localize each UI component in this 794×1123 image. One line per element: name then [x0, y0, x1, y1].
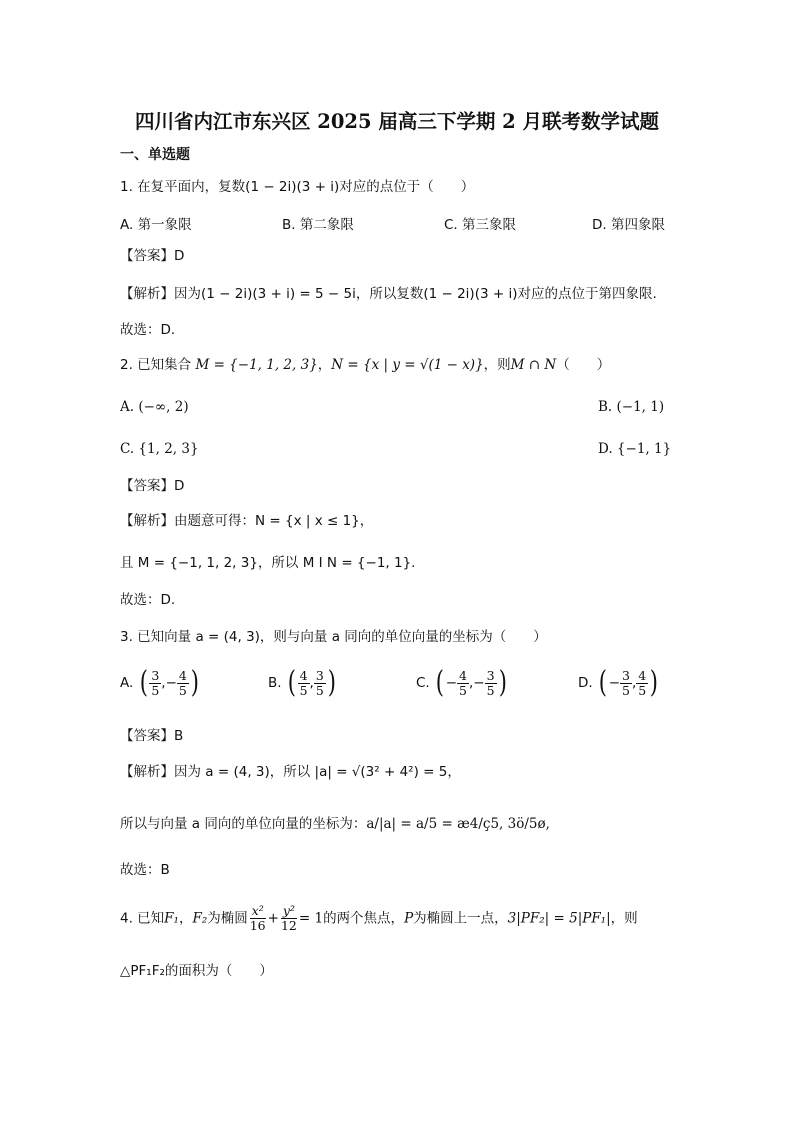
- q2-analysis-2: 且 M = {−1, 1, 2, 3}，所以 M I N = {−1, 1}.: [120, 555, 416, 571]
- q3-option-a-frac1: $\frac{3}{5}$: [151, 667, 160, 698]
- q4-stem-part-d: 为椭圆上一点，: [413, 910, 508, 927]
- q2-answer: 【答案】D: [120, 478, 185, 494]
- q3-option-b: B. ( $\frac{4}{5}$ , $\frac{3}{5}$ ): [268, 665, 336, 700]
- q1-option-c: C. 第三象限: [444, 217, 517, 233]
- q3-option-d-frac1: $\frac{3}{5}$: [622, 667, 630, 698]
- q3-option-c-frac1: $\frac{4}{5}$: [459, 667, 467, 698]
- q3-option-a-sign2: −: [165, 675, 177, 691]
- q4-stem-line-2: △PF₁F₂的面积为（ ）: [120, 963, 273, 979]
- q1-answer: 【答案】D: [120, 248, 185, 264]
- q1-conclusion: 故选：D.: [120, 322, 176, 338]
- q3-option-b-frac1: $\frac{4}{5}$: [299, 667, 308, 698]
- q4-ellipse-frac-y: $\frac{\text{y²}}{12}$: [280, 903, 297, 933]
- q2-set-m: M = {−1, 1, 2, 3}: [195, 357, 318, 373]
- q2-separator: ，: [317, 357, 332, 373]
- q4-stem-part-b: 为椭圆: [207, 910, 248, 927]
- q2-stem-part-a: 2. 已知集合: [120, 357, 192, 373]
- q3-option-b-frac2: $\frac{3}{5}$: [315, 667, 324, 698]
- question-4-stem: [120, 904, 638, 933]
- question-1-stem: 1. 在复平面内，复数(1 − 2i)(3 + i)对应的点位于（ ）: [120, 179, 475, 195]
- q4-point-p: P: [404, 910, 414, 927]
- q2-option-b: B. (−1, 1): [598, 399, 665, 415]
- q1-analysis: 【解析】因为(1 − 2i)(3 + i) = 5 − 5i，所以复数(1 − 2i)(3 + i)对应的点位于第四象限.: [120, 286, 657, 302]
- q4-ellipse-frac-x: $\frac{\text{x²}}{16}$: [249, 903, 266, 933]
- q3-option-c-label: C.: [416, 675, 430, 691]
- q2-stem-part-c: （ ）: [556, 357, 611, 373]
- question-3-stem: 3. 已知向量 a = (4, 3)，则与向量 a 同向的单位向量的坐标为（ ）: [120, 629, 547, 645]
- q3-option-d: D. ( − $\frac{3}{5}$ , $\frac{4}{5}$ ): [578, 665, 659, 700]
- q3-answer: 【答案】B: [120, 728, 184, 744]
- q2-option-c: C. {1, 2, 3}: [120, 441, 199, 457]
- q3-analysis-2-prefix: 所以与向量 a 同向的单位向量的坐标为：: [120, 816, 367, 832]
- q3-option-c-sign1: −: [445, 675, 458, 691]
- q4-f1: F₁: [164, 910, 179, 927]
- q1-option-a: A. 第一象限: [120, 217, 192, 233]
- q2-analysis: 【解析】由题意可得：N = {x | x ≤ 1}，: [120, 513, 374, 529]
- q3-conclusion: 故选：B: [120, 862, 170, 878]
- section-heading: 一、单选题: [120, 147, 190, 163]
- q1-option-b: B. 第二象限: [282, 217, 354, 233]
- q2-option-d: D. {−1, 1}: [598, 441, 672, 457]
- page-title: 四川省内江市东兴区 2025 届高三下学期 2 月联考数学试题: [135, 110, 659, 133]
- q3-analysis: 【解析】因为 a = (4, 3)，所以 |a| = √(3² + 4²) = 5，: [120, 764, 461, 780]
- q3-analysis-2-expr: a/|a| = a/5 = æ4/ç5, 3ö/5ø,: [366, 816, 550, 832]
- q3-option-c-sign2: −: [473, 675, 485, 691]
- q3-option-d-frac2: $\frac{4}{5}$: [638, 667, 647, 698]
- q2-conclusion: 故选：D.: [120, 592, 176, 608]
- q2-intersection: M ∩ N: [510, 357, 557, 373]
- q4-comma: ，: [178, 910, 193, 927]
- q3-option-c-frac2: $\frac{3}{5}$: [486, 667, 495, 698]
- q4-stem-part-c: 的两个焦点，: [323, 910, 405, 927]
- q3-option-a-frac2: $\frac{4}{5}$: [178, 667, 187, 698]
- q4-plus: +: [267, 910, 279, 927]
- q3-option-d-label: D.: [578, 675, 593, 691]
- q1-option-d: D. 第四象限: [592, 217, 665, 233]
- q3-option-d-sign1: −: [608, 675, 621, 691]
- q3-analysis-2: [120, 818, 550, 832]
- question-2-stem: [120, 359, 610, 373]
- q3-option-a-label: A.: [120, 675, 134, 691]
- q3-option-a: A. ( $\frac{3}{5}$ ,− $\frac{4}{5}$ ): [120, 665, 199, 700]
- q2-option-a: A. (−∞, 2): [120, 399, 189, 415]
- q2-set-n: N = {x | y = √(1 − x)}: [331, 357, 484, 373]
- q4-stem-part-e: ，则: [610, 910, 638, 927]
- q4-f2: F₂: [192, 910, 208, 927]
- q3-option-c: C. ( − $\frac{4}{5}$ ,− $\frac{3}{5}$ ): [416, 665, 507, 700]
- q4-eq-rest: = 1: [298, 910, 324, 927]
- q4-condition: 3|PF₂| = 5|PF₁|: [507, 910, 611, 927]
- q2-stem-part-b: ，则: [483, 357, 511, 373]
- q3-option-b-label: B.: [268, 675, 282, 691]
- q4-stem-part-a: 4. 已知: [120, 910, 165, 927]
